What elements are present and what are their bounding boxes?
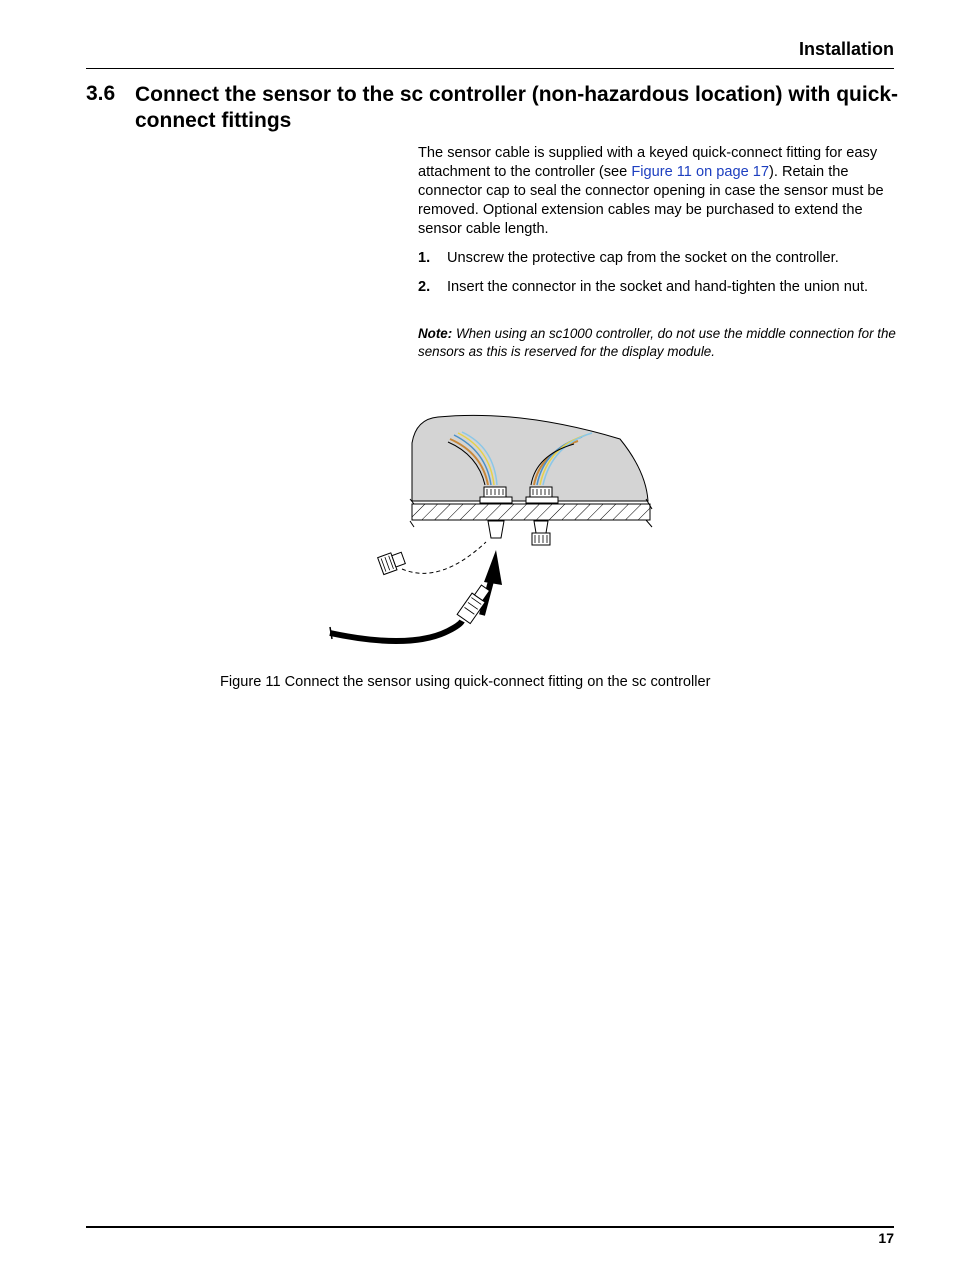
section-number: 3.6	[86, 82, 116, 105]
note	[418, 325, 898, 361]
note-text: When using an sc1000 controller, do not use the middle connection for the sensors as this is reserved for the display module.	[418, 326, 896, 359]
note-label: Note:	[418, 326, 453, 341]
step-text: Insert the connector in the socket and hand-tighten the union nut.	[447, 279, 869, 295]
figure-illustration	[320, 405, 660, 655]
figure-caption: Figure 11 Connect the sensor using quick-connect fitting on the sc controller	[220, 674, 711, 690]
page-header-title: Installation	[798, 39, 894, 59]
controller-connection-drawing	[320, 405, 660, 655]
figure-reference-link[interactable]: Figure 11 on page 17	[631, 164, 770, 180]
header-rule	[86, 68, 894, 69]
section-title: Connect the sensor to the sc controller (non-hazardous location) with quick-connect fittings	[135, 83, 899, 132]
intro-paragraph	[418, 144, 894, 239]
step-number: 2.	[418, 279, 431, 295]
page-number: 17	[878, 1230, 894, 1246]
step-number: 1.	[418, 250, 431, 266]
intro-text-before-link: The sensor cable is supplied with a keyed quick-connect fitting for easy attachment to the controller (see	[418, 145, 878, 180]
step-text: Unscrew the protective cap from the socket on the controller.	[447, 250, 839, 266]
intro-text-after-link: ). Retain the connector cap to seal the connector opening in case the sensor must be removed. Optional extension cables may be purchased to extend the sensor cable length.	[418, 164, 884, 237]
footer-rule	[86, 1226, 894, 1228]
